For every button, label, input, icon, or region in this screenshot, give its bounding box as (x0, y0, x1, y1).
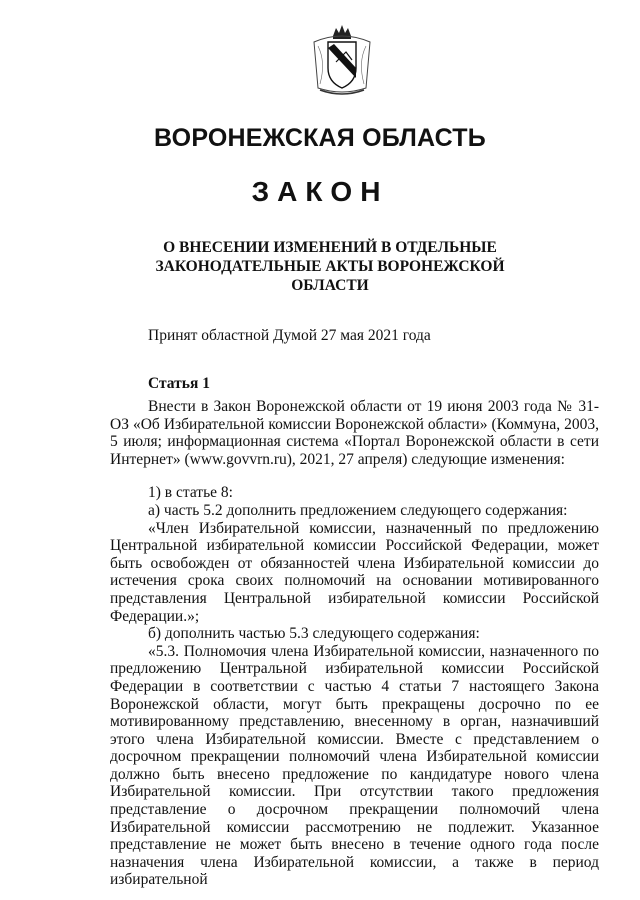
law-title-line: О ВНЕСЕНИИ ИЗМЕНЕНИЙ В ОТДЕЛЬНЫЕ (163, 239, 497, 256)
paragraph: б) дополнить частью 5.3 следующего содержания: (148, 625, 480, 643)
paragraph: 1) в статье 8: (148, 484, 233, 502)
article-body (110, 398, 599, 889)
adoption-date: Принят областной Думой 27 мая 2021 года (148, 327, 431, 344)
paragraph: «Член Избирательной комиссии, назначенный по предложению Центральной избирательной комиссии Российской Федерации, может быть освобожден от обязанностей члена Избирательной комиссии до истечения срока своих полномочий на основании мотивированного представления Центральной избирательной комиссии Российской Федерации.»; (110, 519, 599, 625)
coat-of-arms-icon (306, 22, 378, 98)
paragraph: а) часть 5.2 дополнить предложением следующего содержания: (148, 501, 568, 519)
paragraph: Внести в Закон Воронежской области от 19 июня 2003 года № 31-ОЗ «Об Избирательной комиссии Воронежской области» (Коммуна, 2003, 5 июля; информационная система «Портал Воронежской области в сети Интернет» (www.govvrn.ru), 2021, 27 апреля) следующие изменения: (110, 398, 599, 468)
region-name: ВОРОНЕЖСКАЯ ОБЛАСТЬ (154, 124, 486, 152)
paragraph: «5.3. Полномочия члена Избирательной комиссии, назначенного по предложению Центральной избирательной комиссии Российской Федерации в соответствии с частью 4 статьи 7 настоящего Закона Воронежской области, могут быть прекращены досрочно по ее мотивированному представлению, внесенному в орган, назначивший этого члена Избирательной комиссии. Вместе с представлением о досрочном прекращении полномочий члена Избирательной комиссии должно быть внесено предложение по кандидатуре нового члена Избирательной комиссии. При отсутствии такого предложения представление о досрочном прекращении полномочий члена Избирательной комиссии рассмотрению не подлежит. Указанное представление не может быть внесено в течение одного года после назначения члена Избирательной комиссии, а также в период избирательной (110, 642, 599, 889)
document-type: ЗАКОН (251, 176, 389, 207)
law-title (150, 238, 510, 295)
article-heading: Статья 1 (148, 375, 210, 392)
law-title-line: ЗАКОНОДАТЕЛЬНЫЕ АКТЫ ВОРОНЕЖСКОЙ (155, 258, 505, 275)
law-title-line: ОБЛАСТИ (291, 277, 369, 294)
